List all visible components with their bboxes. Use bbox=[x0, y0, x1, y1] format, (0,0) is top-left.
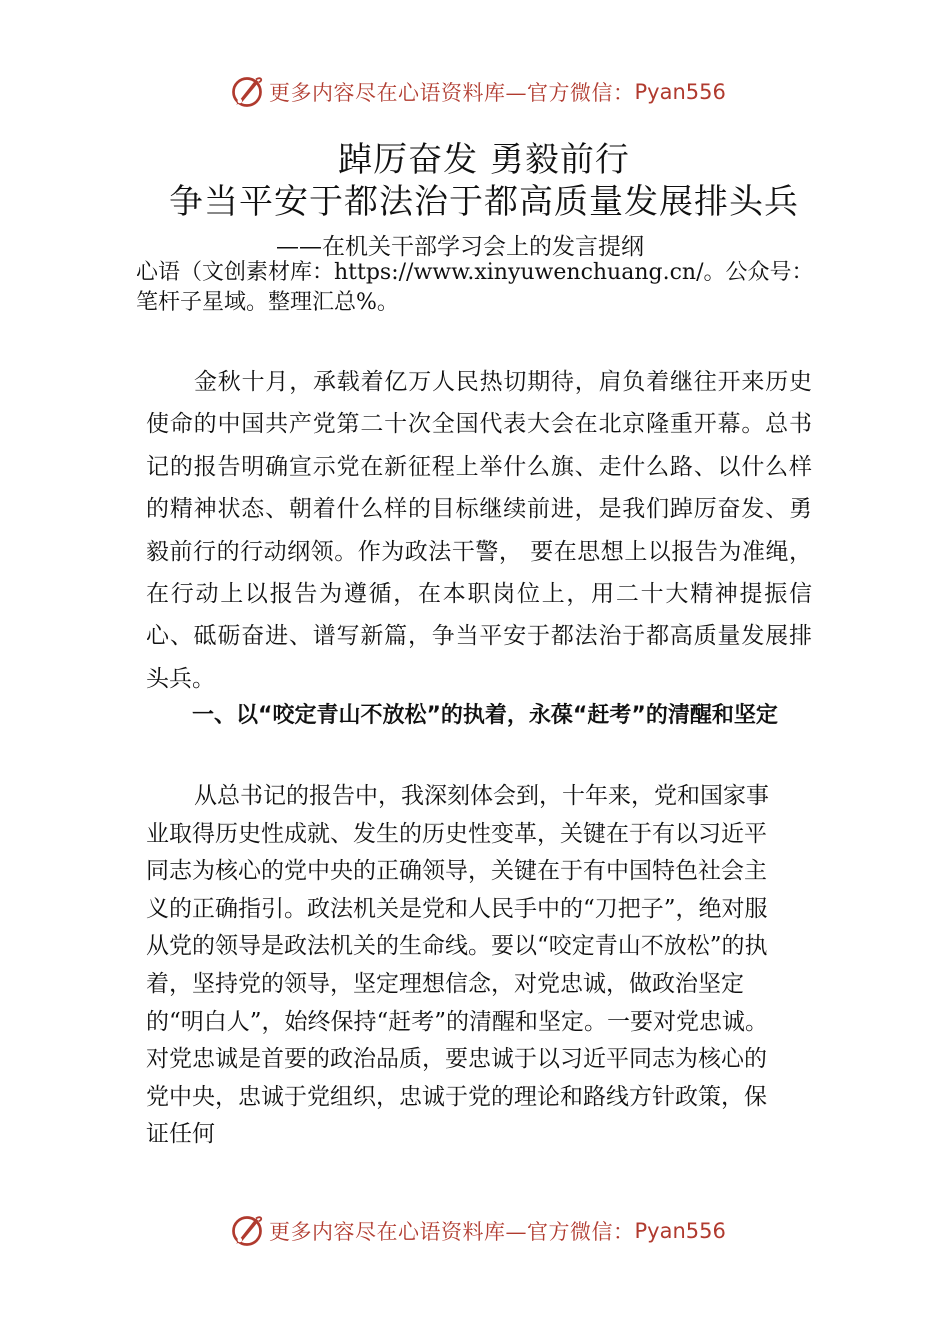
source-credit: 心语（文创素材库：https://www.xinyuwenchuang.cn/。公众号：笔杆子星域。整理汇总%。 bbox=[136, 260, 814, 315]
header-banner bbox=[229, 72, 726, 112]
document-title-line2: 争当平安于都法治于都高质量发展排头兵 bbox=[169, 182, 799, 222]
banner-text: 更多内容尽在心语资料库—官方微信： bbox=[269, 81, 635, 105]
body-paragraph-section1: 从总书记的报告中，我深刻体会到，十年来，党和国家事业取得历史性成就、发生的历史性变革，关键在于有以习近平同志为核心的党中央的正确领导，关键在于有中国特色社会主义的正确指引。政法机关是党和人民手中的“刀把子”，绝对服从党的领导是政法机关的生命线。要以“咬定青山不放松”的执着，坚持党的领导，坚定理想信念，对党忠诚，做政治坚定的“明白人”，始终保持“赶考”的清醒和坚定。一要对党忠诚。对党忠诚是首要的政治品质，要忠诚于以习近平同志为核心的党中央，忠诚于党组织，忠诚于党的理论和路线方针政策，保证任何 bbox=[146, 783, 769, 1148]
section-heading-1: 一、以“咬定青山不放松”的执着，永葆“赶考”的清醒和坚定 bbox=[192, 703, 778, 728]
pen-feather-logo-icon bbox=[229, 1213, 265, 1249]
banner-text: 更多内容尽在心语资料库—官方微信： bbox=[269, 1220, 635, 1244]
body-paragraph-intro: 金秋十月，承载着亿万人民热切期待，肩负着继往开来历史使命的中国共产党第二十次全国代表大会在北京隆重开幕。总书记的报告明确宣示党在新征程上举什么旗、走什么路、以什么样的精神状态、朝着什么样的目标继续前进，是我们踔厉奋发、勇毅前行的行动纲领。作为政法干警， 要在思想上以报告为准绳，在行动上以报告为遵循，在本职岗位上，用二十大精神提振信心、砥砺奋进、谱写新篇，争当平安于都法治于都高质量发展排头兵。 bbox=[146, 369, 812, 692]
document-title-line1: 踔厉奋发 勇毅前行 bbox=[338, 140, 630, 180]
banner-wechat-id: Pyan556 bbox=[634, 80, 726, 104]
pen-feather-logo-icon bbox=[229, 74, 265, 110]
footer-banner bbox=[229, 1211, 726, 1251]
document-subtitle: ——在机关干部学习会上的发言提纲 bbox=[276, 234, 644, 260]
banner-wechat-id: Pyan556 bbox=[634, 1219, 726, 1243]
